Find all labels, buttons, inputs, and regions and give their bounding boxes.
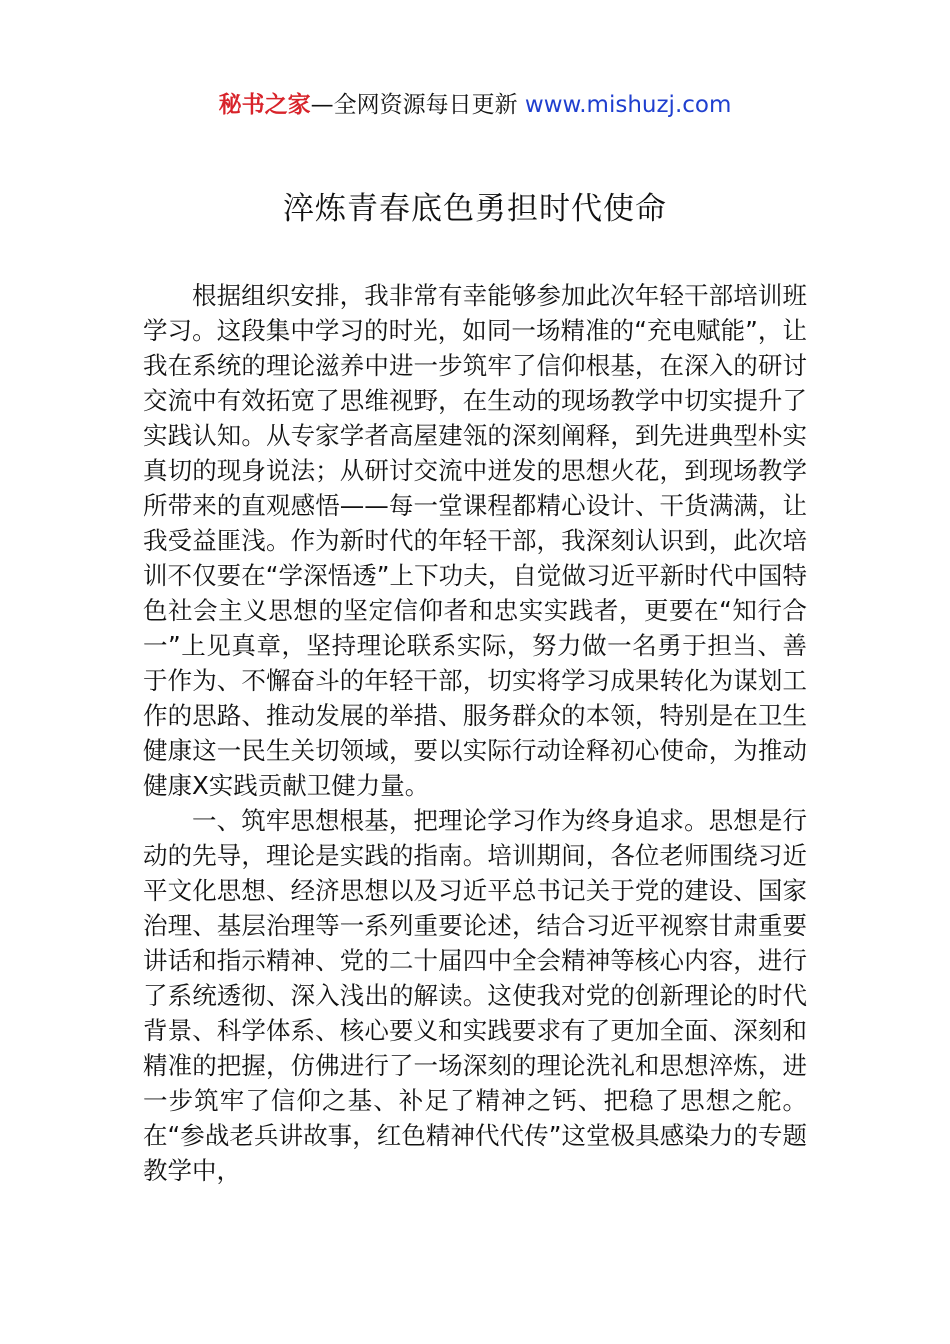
brand-name: 秘书之家 (218, 92, 311, 118)
header-tagline: —全网资源每日更新 (310, 92, 525, 118)
website-link[interactable]: www.mishuzj.com (524, 92, 732, 118)
document-body (143, 278, 807, 1188)
header-banner (0, 88, 950, 122)
document-title: 淬炼青春底色勇担时代使命 (283, 191, 667, 227)
paragraph-intro: 根据组织安排，我非常有幸能够参加此次年轻干部培训班学习。这段集中学习的时光，如同一场精准的“充电赋能”，让我在系统的理论滋养中进一步筑牢了信仰根基，在深入的研讨交流中有效拓宽了思维视野，在生动的现场教学中切实提升了实践认知。从专家学者高屋建瓴的深刻阐释，到先进典型朴实真切的现身说法；从研讨交流中迸发的思想火花，到现场教学所带来的直观感悟——每一堂课程都精心设计、干货满满，让我受益匪浅。作为新时代的年轻干部，我深刻认识到，此次培训不仅要在“学深悟透”上下功夫，自觉做习近平新时代中国特色社会主义思想的坚定信仰者和忠实实践者，更要在“知行合一”上见真章，坚持理论联系实际，努力做一名勇于担当、善于作为、不懈奋斗的年轻干部，切实将学习成果转化为谋划工作的思路、推动发展的举措、服务群众的本领，特别是在卫生健康这一民生关切领域，要以实际行动诠释初心使命，为推动健康X实践贡献卫健力量。 (143, 281, 807, 800)
paragraph-section-one: 一、筑牢思想根基，把理论学习作为终身追求。思想是行动的先导，理论是实践的指南。培训期间，各位老师围绕习近平文化思想、经济思想以及习近平总书记关于党的建设、国家治理、基层治理等一系列重要论述，结合习近平视察甘肃重要讲话和指示精神、党的二十届四中全会精神等核心内容，进行了系统透彻、深入浅出的解读。这使我对党的创新理论的时代背景、科学体系、核心要义和实践要求有了更加全面、深刻和精准的把握，仿佛进行了一场深刻的理论洗礼和思想淬炼，进一步筑牢了信仰之基、补足了精神之钙、把稳了思想之舵。在“参战老兵讲故事，红色精神代代传”这堂极具感染力的专题教学中， (143, 806, 807, 1185)
